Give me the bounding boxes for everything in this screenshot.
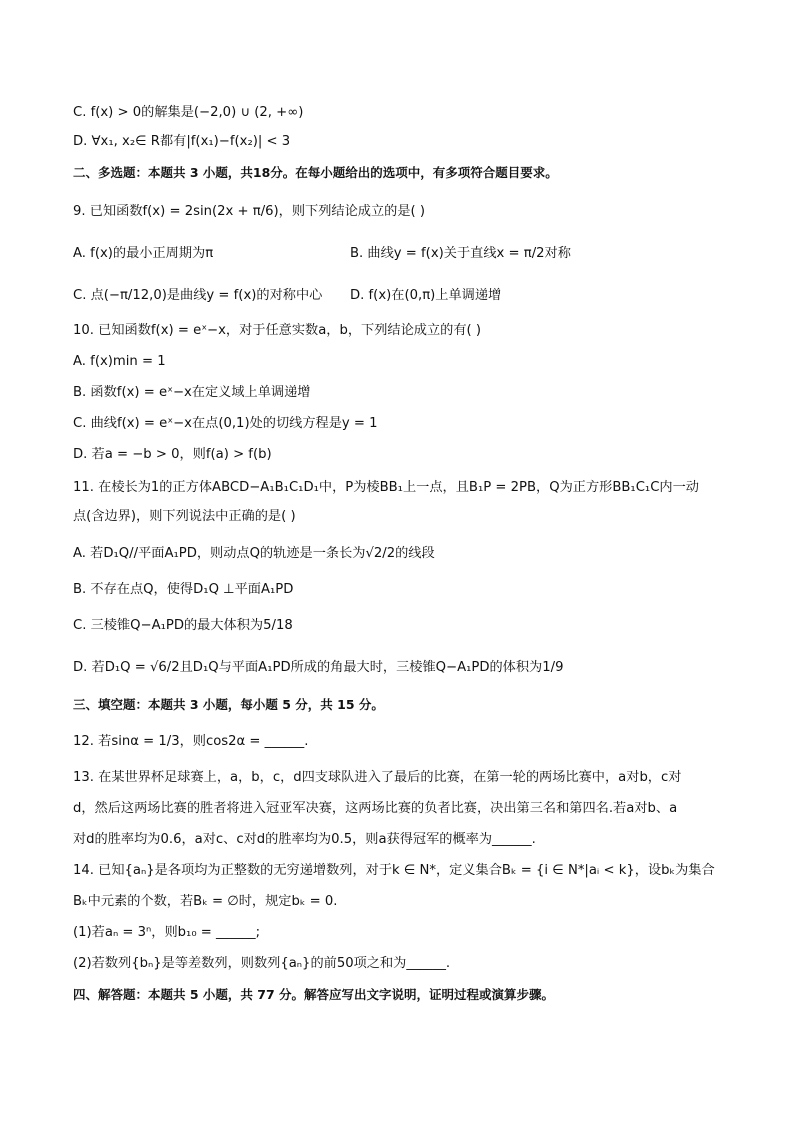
question-11-line1: 11. 在棱长为1的正方体ABCD−A₁B₁C₁D₁中，P为棱BB₁上一点，且B₁P = 2PB，Q为正方形BB₁C₁C内一动	[73, 480, 699, 495]
question-12: 12. 若sinα = 1/3，则cos2α = ______.	[73, 734, 309, 749]
question-13-line3: 对d的胜率均为0.6，a对c、c对d的胜率均为0.5，则a获得冠军的概率为______.	[73, 832, 536, 847]
question-11-line2: 点(含边界)，则下列说法中正确的是( )	[73, 509, 296, 524]
section-solve-heading: 四、解答题：本题共 5 小题，共 77 分。解答应写出文字说明，证明过程或演算步骤。	[73, 987, 555, 1002]
question-10: 10. 已知函数f(x) = eˣ−x，对于任意实数a，b，下列结论成立的有( )	[73, 323, 482, 338]
question-13-line1: 13. 在某世界杯足球赛上，a，b，c，d四支球队进入了最后的比赛，在第一轮的两场比赛中，a对b，c对	[73, 770, 682, 785]
option-10d: D. 若a = −b > 0，则f(a) > f(b)	[73, 447, 272, 462]
option-10c: C. 曲线f(x) = eˣ−x在点(0,1)处的切线方程是y = 1	[73, 416, 378, 431]
option-9a: A. f(x)的最小正周期为π	[73, 246, 214, 261]
question-9: 9. 已知函数f(x) = 2sin(2x + π/6)，则下列结论成立的是( )	[73, 204, 426, 219]
question-14-part2: (2)若数列{bₙ}是等差数列，则数列{aₙ}的前50项之和为______.	[73, 956, 451, 971]
section-multi-choice-heading: 二、多选题：本题共 3 小题，共18分。在每小题给出的选项中，有多项符合题目要求。	[73, 165, 558, 180]
option-8d: D. ∀x₁, x₂∈ R都有|f(x₁)−f(x₂)| < 3	[73, 134, 291, 149]
option-11c: C. 三棱锥Q−A₁PD的最大体积为5/18	[73, 618, 293, 633]
option-8c: C. f(x) > 0的解集是(−2,0) ∪ (2, +∞)	[73, 105, 304, 120]
question-13-line2: d，然后这两场比赛的胜者将进入冠亚军决赛，这两场比赛的负者比赛，决出第三名和第四名.若a对b、a	[73, 801, 678, 816]
question-14-part1: (1)若aₙ = 3ⁿ，则b₁₀ = ______;	[73, 925, 261, 940]
option-11d: D. 若D₁Q = √6/2且D₁Q与平面A₁PD所成的角最大时，三棱锥Q−A₁PD的体积为1/9	[73, 660, 564, 675]
option-10a: A. f(x)min = 1	[73, 354, 166, 369]
option-10b: B. 函数f(x) = eˣ−x在定义域上单调递增	[73, 385, 311, 400]
option-11b: B. 不存在点Q，使得D₁Q ⊥平面A₁PD	[73, 582, 294, 597]
question-14-line1: 14. 已知{aₙ}是各项均为正整数的无穷递增数列，对于k ∈ N*，定义集合Bₖ = {i ∈ N*|aᵢ < k}，设bₖ为集合	[73, 863, 715, 878]
option-11a: A. 若D₁Q//平面A₁PD，则动点Q的轨迹是一条长为√2/2的线段	[73, 546, 435, 561]
question-14-line2: Bₖ中元素的个数，若Bₖ = ∅时，规定bₖ = 0.	[73, 894, 338, 909]
option-9c: C. 点(−π/12,0)是曲线y = f(x)的对称中心	[73, 288, 323, 303]
section-fill-blank-heading: 三、填空题：本题共 3 小题，每小题 5 分，共 15 分。	[73, 697, 384, 712]
option-9d: D. f(x)在(0,π)上单调递增	[350, 288, 502, 303]
option-9b: B. 曲线y = f(x)关于直线x = π/2对称	[350, 246, 571, 261]
